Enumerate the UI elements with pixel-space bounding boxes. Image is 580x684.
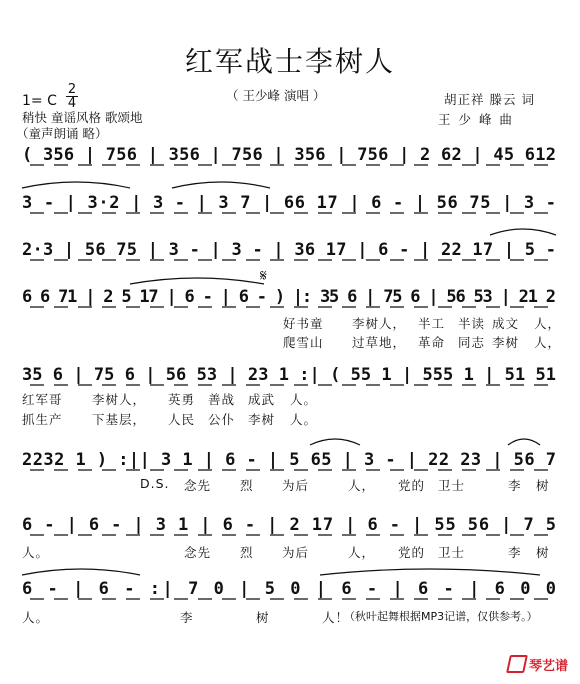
- lyric-r7: 人。: [22, 545, 50, 560]
- lyric-r7: 党的: [398, 545, 426, 560]
- lyric-r8: 树: [256, 610, 270, 625]
- lyric-r6: 烈: [240, 478, 254, 493]
- lyric-r5a: 善战: [208, 392, 236, 407]
- slur-arc: [172, 182, 270, 188]
- lyric-r7: 卫士: [438, 545, 466, 560]
- lyric-r5b: 李树: [248, 412, 276, 427]
- lyric-r6: 为后: [282, 478, 310, 493]
- lyric-r6: 李: [508, 478, 522, 493]
- singer-credit: （ 王少峰 演唱 ）: [226, 88, 326, 103]
- lyric-r4b: 李树: [492, 335, 520, 350]
- key-prefix: 1= C: [22, 93, 57, 109]
- notation-row: 6 - | 6 - | 3 1 | 6 - | 2 17 | 6 - | 55 56 | 7 5: [22, 515, 556, 535]
- slur-arc: [508, 439, 540, 445]
- lyric-r6: 树: [536, 478, 550, 493]
- lyric-r5b: 人民: [168, 412, 196, 427]
- logo-icon: [506, 655, 528, 673]
- slur-arc: [490, 229, 556, 235]
- tempo-marking: 稍快 童谣风格 歌颂地: [22, 110, 143, 125]
- lyric-r5a: 成武: [248, 392, 276, 407]
- lyric-r8: 人！: [322, 610, 350, 625]
- lyric-r4a: 半工: [418, 316, 446, 331]
- lyric-r7: 李: [508, 545, 522, 560]
- notation-row: 6 - | 6 - :| 7 0 | 5 0 | 6 - | 6 - | 6 0 0: [22, 579, 556, 599]
- lyric-r6: 人，: [348, 478, 376, 493]
- lyric-r4b: 过草地，: [352, 335, 407, 350]
- lyric-r4b: 同志: [458, 335, 486, 350]
- lyric-r7: 念先: [184, 545, 212, 560]
- lyric-r4b: 革命: [418, 335, 446, 350]
- notation-row: 2232 1 ) :|| 3 1 | 6 - | 5 65 | 3 - | 22 23 | 56 7: [22, 450, 556, 470]
- lyric-r4a: 李树人，: [352, 316, 407, 331]
- lyric-r8: 李: [180, 610, 194, 625]
- lyric-r7: 人，: [348, 545, 376, 560]
- lyric-r5a: 人。: [290, 392, 318, 407]
- lyric-r4a: 好书童: [283, 316, 324, 331]
- lyric-r8: 人。: [22, 610, 50, 625]
- notation-row: ( 356 | 756 | 356 | 756 | 356 | 756 | 2 62 | 45 612: [22, 145, 556, 165]
- lyric-r5b: 抓生产: [22, 412, 63, 427]
- lyric-r4a: 半读: [458, 316, 486, 331]
- lyric-r5b: 下基层，: [92, 412, 147, 427]
- lyric-r5b: 人。: [290, 412, 318, 427]
- slur-arc: [130, 278, 264, 284]
- slur-arc: [310, 439, 360, 445]
- notation-row: 6 6 71 | 2 5 17 | 6 - | 6 - ) |: 35 6 | 75 6 | 56 53 | 21 2: [22, 287, 557, 307]
- slur-arc: [22, 569, 140, 575]
- lyric-r4a: 成文: [492, 316, 520, 331]
- lyric-r6: D.S.: [140, 476, 170, 491]
- lyric-r5a: 英勇: [168, 392, 196, 407]
- time-top: 2: [67, 82, 77, 97]
- segno-sign: 𝄋: [260, 266, 267, 285]
- slur-arc: [22, 182, 130, 188]
- composer-credit: 王 少 峰 曲: [438, 112, 514, 127]
- lyric-r6: 卫士: [438, 478, 466, 493]
- notation-row: 3 - | 3·2 | 3 - | 3 7 | 66 17 | 6 - | 56 75 | 3 -: [22, 193, 556, 213]
- lyric-r4b: 人，: [534, 335, 562, 350]
- lyric-r7: 树: [536, 545, 550, 560]
- lyric-r5a: 李树人，: [92, 392, 147, 407]
- logo-text: 琴艺谱: [528, 659, 568, 674]
- lyric-r7: 烈: [240, 545, 254, 560]
- lyric-r5a: 红军哥: [22, 392, 63, 407]
- lyric-r4b: 爬雪山: [283, 335, 324, 350]
- lyric-r6: 念先: [184, 478, 212, 493]
- site-logo: [508, 655, 568, 674]
- lyric-r5b: 公仆: [208, 412, 236, 427]
- intro-note: （童声朗诵 略）: [16, 126, 108, 141]
- transcription-remark: （秋叶起舞根据MP3记谱，仅供参考。）: [344, 610, 538, 623]
- time-bottom: 4: [67, 96, 77, 111]
- lyric-r4a: 人，: [534, 316, 562, 331]
- slur-arc: [320, 569, 540, 575]
- song-title: 红军战士李树人: [184, 45, 395, 78]
- notation-row: 35 6 | 75 6 | 56 53 | 23 1 :| ( 55 1 | 555 1 | 51 51: [22, 365, 556, 385]
- lyric-r6: 党的: [398, 478, 426, 493]
- lyric-r7: 为后: [282, 545, 310, 560]
- notation-row: 2·3 | 56 75 | 3 - | 3 - | 36 17 | 6 - | 22 17 | 5 -: [22, 240, 556, 260]
- lyricist-credit: 胡正祥 滕云 词: [444, 92, 535, 107]
